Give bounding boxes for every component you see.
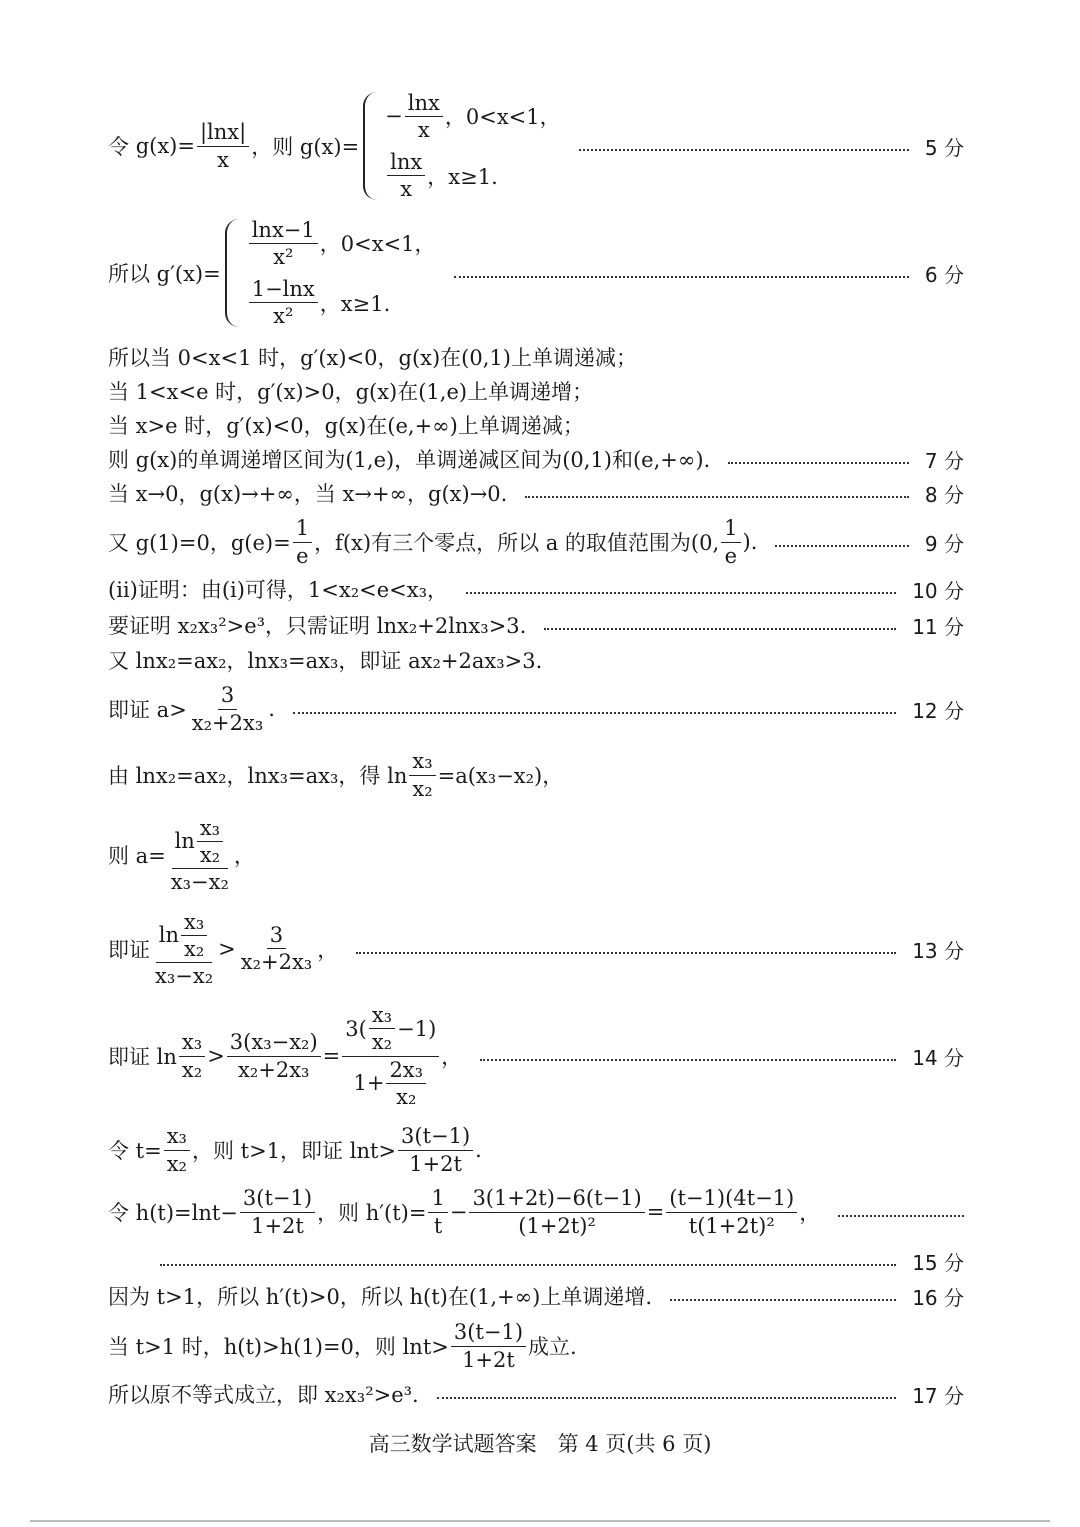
frac-den: t(1+2t)²	[688, 1213, 775, 1238]
case-row-2	[385, 151, 560, 200]
frac-num: |lnx|	[197, 121, 249, 146]
score-label: 17 分	[912, 1383, 964, 1408]
fraction	[451, 1321, 526, 1370]
text-a: 即证 ln	[108, 1045, 177, 1069]
frac-den: x₂+2x₃	[237, 1057, 310, 1082]
text-content: (ⅱ)证明：由(ⅰ)可得，1<x₂<e<x₃，	[108, 578, 449, 602]
text-b: 成立.	[528, 1335, 577, 1359]
score-label: 7 分	[924, 448, 964, 473]
line-score-11	[108, 610, 964, 640]
case-condition: ，0<x<1，	[444, 105, 561, 130]
text-line-conclusion	[108, 1318, 964, 1374]
frac-num: lnx	[387, 151, 425, 176]
operator: >	[207, 1044, 225, 1068]
line-score-14	[108, 1003, 964, 1109]
text-b: ，f(x)有三个零点，所以 a 的取值范围为(0,	[314, 531, 720, 555]
score-label: 10 分	[912, 578, 964, 603]
fraction-1-over-e	[293, 517, 312, 566]
frac-num	[172, 817, 229, 869]
dotted-leader	[454, 276, 909, 278]
frac-num: 3(t−1)	[451, 1321, 526, 1346]
frac-den: x₃−x₂	[170, 870, 229, 895]
text-line-a-expression	[108, 814, 964, 896]
score-label: 9 分	[924, 531, 964, 556]
dotted-leader	[160, 1264, 896, 1266]
text-content: 则 g(x)的单调递增区间为(1,e)，单调递减区间为(0,1)和(e,+∞).	[108, 448, 711, 472]
text-line-equivalent	[108, 645, 964, 675]
dotted-leader	[480, 1059, 896, 1061]
inner-fraction	[181, 911, 207, 960]
frac-num: x₃	[164, 1125, 190, 1150]
scan-edge-line	[30, 1520, 1050, 1522]
frac-num: 1	[428, 1187, 447, 1212]
fraction-abs-lnx-over-x	[197, 121, 249, 170]
ln-label: ln	[158, 923, 180, 948]
line-score-9	[108, 514, 964, 570]
operator: =	[322, 1044, 341, 1068]
text-a: 即证 a>	[108, 698, 187, 722]
frac-den: x₂	[199, 842, 221, 867]
text-b: .	[268, 697, 275, 721]
line-score-15-part-b	[108, 1246, 964, 1276]
line-score-10	[108, 574, 964, 604]
text-a: 则 a=	[108, 843, 166, 868]
text-line-monotone-1	[108, 342, 964, 372]
expr-g-prime	[108, 219, 436, 327]
fraction	[240, 1187, 315, 1236]
text-a: 即证	[108, 937, 150, 962]
line-score-8	[108, 478, 964, 508]
frac-num: 2x₃	[386, 1059, 426, 1084]
text-line-monotone-3	[108, 410, 964, 440]
line-score-7	[108, 444, 964, 474]
dotted-leader	[437, 1397, 896, 1399]
line-score-12	[108, 682, 964, 736]
dotted-leader	[579, 149, 909, 151]
text-content: 因为 t>1，所以 h′(t)>0，所以 h(t)在(1,+∞)上单调递增.	[108, 1285, 653, 1309]
piecewise-g-prime	[225, 219, 436, 327]
text-c: .	[475, 1138, 482, 1162]
text-c: ，	[799, 1201, 821, 1225]
text-content: 当 x→0，g(x)→+∞，当 x→+∞，g(x)→0.	[108, 482, 508, 506]
frac-den: (1+2t)²	[518, 1213, 596, 1238]
frac-den: x²	[273, 304, 294, 329]
line-score-5	[108, 88, 964, 204]
text-content: 当 x>e 时，g′(x)<0，g(x)在(e,+∞)上单调递减；	[108, 414, 584, 438]
frac-den	[350, 1057, 431, 1108]
text-line-let-t	[108, 1122, 964, 1178]
frac-num: 3(t−1)	[398, 1125, 473, 1150]
fraction	[409, 750, 435, 799]
text-content: 又 lnx₂=ax₂，lnx₃=ax₃，即证 ax₂+2ax₃>3.	[108, 649, 543, 673]
text-content: 所以原不等式成立，即 x₂x₃²>e³.	[108, 1383, 419, 1407]
left-brace	[363, 92, 379, 200]
text-b: ，	[317, 937, 339, 962]
frac-den: x²	[273, 244, 294, 269]
minus-sign: −	[385, 104, 403, 129]
frac-den: t	[433, 1213, 443, 1238]
page-footer: 高三数学试题答案 第 4 页(共 6 页)	[368, 1432, 712, 1456]
text-prefix: 令	[108, 135, 129, 159]
dotted-leader	[293, 712, 896, 714]
text-part: 3(	[345, 1016, 367, 1041]
dotted-leader	[670, 1299, 896, 1301]
frac-num	[156, 911, 213, 963]
dotted-leader	[525, 496, 909, 498]
case-condition: ，x≥1.	[319, 291, 391, 316]
frac-num: x₃	[181, 911, 207, 936]
frac-den: 1+2t	[462, 1347, 515, 1372]
frac-num: (t−1)(4t−1)	[666, 1187, 797, 1212]
text-part: 1+	[353, 1071, 385, 1096]
fraction	[189, 684, 266, 733]
fraction	[469, 1187, 644, 1236]
score-label: 5 分	[924, 135, 964, 160]
fraction	[428, 1187, 447, 1236]
text-a: 由 lnx₂=ax₂，lnx₃=ax₃，得 ln	[108, 764, 408, 788]
text-line-monotone-2	[108, 376, 964, 406]
ln-label: ln	[174, 829, 195, 854]
frac-num: 3(x₃−x₂)	[227, 1031, 321, 1056]
fraction-compound	[342, 1004, 439, 1107]
fraction	[666, 1187, 797, 1236]
piecewise-g	[363, 92, 560, 200]
text-a: 当 t>1 时，h(t)>h(1)=0，则 lnt>	[108, 1335, 449, 1359]
frac-num: x₃	[197, 817, 223, 842]
score-label: 8 分	[924, 482, 964, 507]
score-label: 12 分	[912, 698, 964, 723]
frac-den: x₂	[166, 1151, 187, 1176]
operator: =	[646, 1200, 665, 1224]
frac-num: 3(t−1)	[240, 1187, 315, 1212]
text-prefix: 所以 g′(x)=	[108, 262, 221, 286]
text-mid: ，则 g(x)=	[251, 135, 360, 159]
expr-g-def	[108, 92, 561, 200]
inner-fraction	[197, 817, 223, 866]
score-label: 6 分	[924, 262, 964, 287]
frac-num: x₃	[179, 1031, 205, 1056]
frac-den: 1+2t	[409, 1151, 462, 1176]
frac-den: x	[400, 177, 413, 202]
frac-den: 1+2t	[251, 1213, 304, 1238]
frac-den: x₃−x₂	[155, 964, 214, 989]
fraction	[238, 924, 315, 973]
frac-num: x₃	[369, 1004, 395, 1029]
text-b: ，	[233, 843, 255, 868]
line-score-16	[108, 1281, 964, 1311]
frac-num: lnx−1	[249, 219, 318, 244]
frac-den: x₂	[412, 776, 433, 801]
text-b: ，则 h′(t)=	[317, 1201, 427, 1225]
text-content: 要证明 x₂x₃²>e³，只需证明 lnx₂+2lnx₃>3.	[108, 614, 527, 638]
text-b: ，	[441, 1045, 463, 1069]
dotted-leader	[466, 592, 896, 594]
dotted-leader	[838, 1215, 964, 1217]
frac-den: e	[296, 543, 309, 568]
fraction	[164, 1125, 190, 1174]
frac-den: x₂	[371, 1030, 393, 1055]
frac-den: x₂	[396, 1084, 417, 1109]
case-condition: ，x≥1.	[427, 164, 498, 189]
dotted-leader	[775, 545, 908, 547]
fraction-nested	[152, 911, 216, 987]
text-a: 令 h(t)=lnt−	[108, 1201, 238, 1225]
text-a: 令 t=	[108, 1139, 162, 1163]
frac-den: x₂+2x₃	[191, 710, 264, 735]
left-brace	[225, 219, 241, 327]
text-c: ).	[742, 530, 758, 554]
frac-num	[342, 1004, 439, 1056]
fraction-nested	[168, 817, 232, 893]
line-score-6	[108, 214, 964, 332]
frac-num: 1−lnx	[249, 278, 318, 303]
dotted-leader	[544, 628, 896, 630]
score-label: 13 分	[912, 938, 964, 963]
dotted-leader	[728, 462, 909, 464]
text-content: 所以当 0<x<1 时，g′(x)<0，g(x)在(0,1)上单调递减；	[108, 346, 637, 370]
frac-den: x₂+2x₃	[240, 950, 313, 975]
case-condition: ，0<x<1，	[319, 232, 436, 257]
frac-num: 3	[267, 924, 286, 949]
line-score-17	[108, 1378, 964, 1410]
text-line-ln-ratio	[108, 748, 964, 802]
operator: −	[449, 1200, 468, 1224]
text-content: 当 1<x<e 时，g′(x)>0，g(x)在(1,e)上单调递增；	[108, 380, 594, 404]
fraction	[398, 1125, 473, 1174]
case-row-1	[247, 219, 436, 268]
score-label: 11 分	[912, 614, 964, 639]
frac-num: 3	[218, 684, 237, 709]
text-a: 又 g(1)=0，g(e)=	[108, 531, 291, 555]
fraction	[179, 1031, 205, 1080]
line-score-13	[108, 906, 964, 992]
frac-den: x	[217, 147, 230, 172]
frac-den: x	[417, 117, 430, 142]
frac-den: e	[724, 543, 738, 568]
frac-num: 1	[293, 517, 312, 542]
frac-num: 1	[721, 517, 740, 542]
text-b: =a(x₃−x₂)，	[437, 764, 564, 788]
text-g-lhs: g(x)=	[135, 134, 195, 158]
frac-num: x₃	[409, 750, 435, 775]
frac-num: 3(1+2t)−6(t−1)	[469, 1187, 644, 1212]
frac-den: x₂	[181, 1057, 203, 1082]
case-row-1	[385, 92, 560, 141]
score-label: 15 分	[912, 1250, 964, 1275]
score-label: 16 分	[912, 1285, 964, 1310]
score-label: 14 分	[912, 1045, 964, 1070]
case-row-2	[247, 278, 436, 327]
text-part: −1)	[397, 1016, 437, 1041]
line-score-15-part-a	[108, 1184, 964, 1240]
frac-num: lnx	[405, 92, 443, 117]
text-b: ，则 t>1，即证 lnt>	[191, 1139, 397, 1163]
operator: >	[218, 936, 236, 961]
dotted-leader	[356, 952, 896, 954]
frac-den: x₂	[184, 936, 205, 961]
fraction	[227, 1031, 321, 1080]
fraction-1-over-e	[721, 517, 740, 566]
